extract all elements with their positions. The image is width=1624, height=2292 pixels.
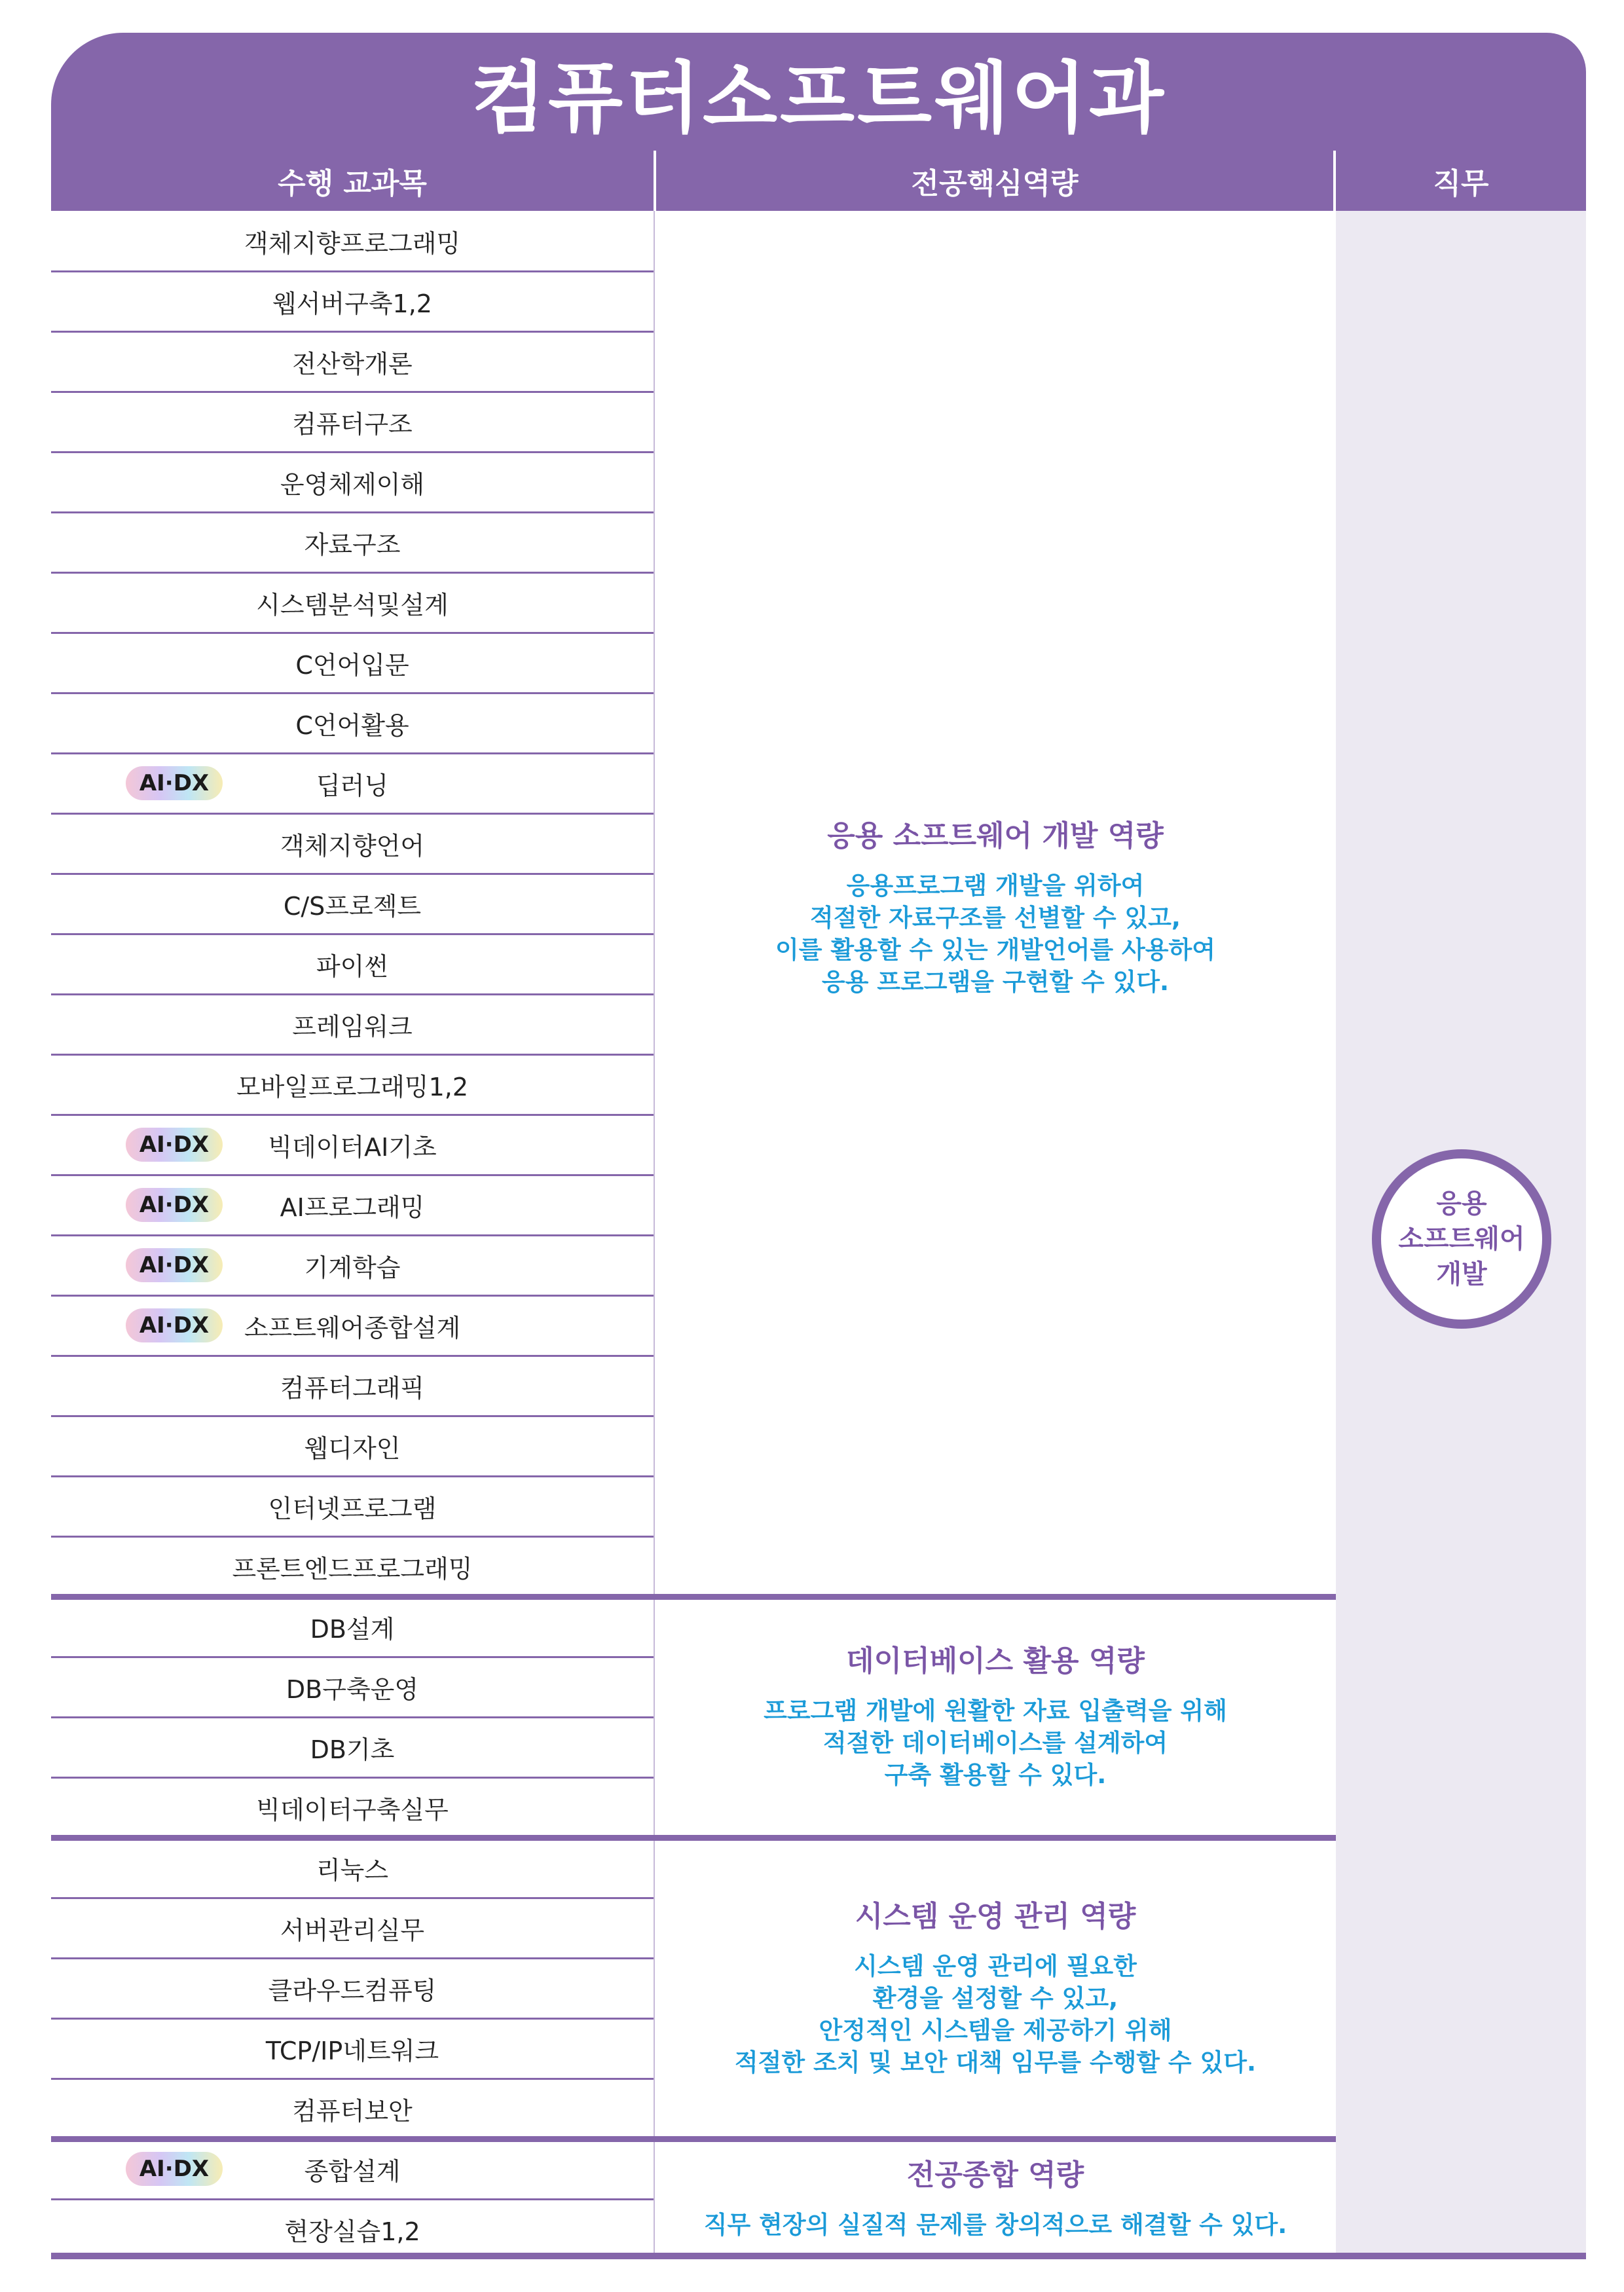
course-row bbox=[51, 1958, 654, 2018]
course-name: 빅데이터AI기초 bbox=[268, 1132, 437, 1162]
course-name: 운영체제이해 bbox=[280, 470, 425, 499]
competency-line: 안정적인 시스템을 제공하기 위해 bbox=[819, 2016, 1172, 2044]
course-row bbox=[51, 1597, 654, 1657]
course-name: 서버관리실무 bbox=[280, 1915, 425, 1945]
course-name: TCP/IP네트워크 bbox=[265, 2036, 439, 2065]
course-row bbox=[51, 1416, 654, 1476]
competency-line: 응용 프로그램을 구현할 수 있다. bbox=[821, 968, 1170, 996]
competency-line: 구축 활용할 수 있다. bbox=[884, 1761, 1107, 1789]
competency-line: 적절한 자료구조를 선별할 수 있고, bbox=[810, 904, 1181, 932]
course-name: DB설계 bbox=[310, 1614, 395, 1644]
job-line: 소프트웨어 bbox=[1398, 1224, 1525, 1254]
course-name: 딥러닝 bbox=[316, 771, 389, 800]
competency-block-system-ops bbox=[655, 1893, 1336, 2079]
course-name: DB구축운영 bbox=[286, 1674, 419, 1704]
ai-dx-badge: AI·DX bbox=[126, 1248, 223, 1282]
course-name: 프론트엔드프로그래밍 bbox=[232, 1554, 473, 1583]
course-name: 컴퓨터그래픽 bbox=[280, 1373, 425, 1403]
ai-dx-badge: AI·DX bbox=[126, 1128, 223, 1162]
competency-block-app-dev bbox=[655, 812, 1336, 998]
course-row bbox=[51, 1054, 654, 1115]
course-row bbox=[51, 1657, 654, 1717]
course-name: 웹디자인 bbox=[304, 1433, 401, 1463]
job-circle bbox=[1372, 1149, 1551, 1329]
course-row bbox=[51, 512, 654, 572]
course-name: 프레임워크 bbox=[292, 1012, 413, 1041]
course-row bbox=[51, 2199, 654, 2259]
job-line: 응용 bbox=[1436, 1189, 1487, 1219]
course-row bbox=[51, 1777, 654, 1838]
course-name: 전산학개론 bbox=[292, 349, 413, 379]
course-name: 리눅스 bbox=[316, 1855, 389, 1885]
course-row bbox=[51, 452, 654, 512]
header-courses: 수행 교과목 bbox=[51, 151, 654, 211]
course-row bbox=[51, 1356, 654, 1416]
course-name: 인터넷프로그램 bbox=[268, 1494, 437, 1523]
course-row bbox=[51, 1536, 654, 1597]
course-name: 객체지향프로그래밍 bbox=[244, 229, 461, 258]
header-competency: 전공핵심역량 bbox=[656, 151, 1333, 211]
competency-line: 응용프로그램 개발을 위하여 bbox=[846, 872, 1145, 900]
course-name: 파이썬 bbox=[316, 952, 389, 981]
course-name: 소프트웨어종합설계 bbox=[244, 1313, 461, 1342]
competency-title: 데이터베이스 활용 역량 bbox=[846, 1644, 1145, 1678]
course-name: DB기초 bbox=[310, 1735, 395, 1764]
course-row bbox=[51, 874, 654, 934]
course-name: 자료구조 bbox=[304, 530, 401, 559]
course-row bbox=[51, 994, 654, 1054]
course-name: 종합설계 bbox=[304, 2156, 401, 2186]
course-row bbox=[51, 2018, 654, 2079]
course-row bbox=[51, 693, 654, 753]
course-row bbox=[51, 1838, 654, 1898]
course-row bbox=[51, 211, 654, 271]
table-bottom-border bbox=[51, 2253, 1586, 2259]
competency-block-comprehensive bbox=[655, 2151, 1336, 2241]
competency-description bbox=[655, 2209, 1336, 2241]
course-name: 클라우드컴퓨팅 bbox=[268, 1976, 437, 2005]
ai-dx-badge: AI·DX bbox=[126, 2152, 223, 2186]
competency-line: 환경을 설정할 수 있고, bbox=[872, 1984, 1118, 2012]
competency-block-database bbox=[655, 1637, 1336, 1791]
competency-line: 적절한 데이터베이스를 설계하여 bbox=[822, 1729, 1168, 1757]
course-name: 기계학습 bbox=[304, 1253, 401, 1282]
course-name: AI프로그래밍 bbox=[280, 1192, 425, 1222]
course-row bbox=[51, 271, 654, 331]
competency-line: 이를 활용할 수 있는 개발언어를 사용하여 bbox=[775, 936, 1216, 964]
competency-description bbox=[655, 1695, 1336, 1791]
course-row bbox=[51, 633, 654, 693]
course-name: C언어활용 bbox=[295, 711, 409, 740]
job-line: 개발 bbox=[1436, 1259, 1487, 1289]
course-name: 빅데이터구축실무 bbox=[256, 1795, 449, 1824]
course-row bbox=[51, 572, 654, 633]
course-row bbox=[51, 813, 654, 874]
course-name: 컴퓨터구조 bbox=[292, 409, 413, 439]
competency-line: 시스템 운영 관리에 필요한 bbox=[854, 1952, 1137, 1980]
ai-dx-badge: AI·DX bbox=[126, 1308, 223, 1342]
course-row bbox=[51, 331, 654, 392]
course-row bbox=[51, 2079, 654, 2139]
competency-line: 적절한 조치 및 보안 대책 임무를 수행할 수 있다. bbox=[734, 2048, 1257, 2077]
course-row bbox=[51, 1898, 654, 1958]
header-job: 직무 bbox=[1336, 151, 1586, 211]
course-name: 현장실습1,2 bbox=[284, 2217, 420, 2246]
course-name: C/S프로젝트 bbox=[283, 891, 422, 921]
course-name: 웹서버구축1,2 bbox=[272, 289, 432, 318]
competency-line: 직무 현장의 실질적 문제를 창의적으로 해결할 수 있다. bbox=[703, 2211, 1287, 2239]
competency-line: 프로그램 개발에 원활한 자료 입출력을 위해 bbox=[764, 1697, 1227, 1725]
competency-title: 전공종합 역량 bbox=[906, 2158, 1084, 2192]
course-name: 컴퓨터보안 bbox=[292, 2096, 413, 2126]
ai-dx-badge: AI·DX bbox=[126, 766, 223, 800]
course-row bbox=[51, 934, 654, 994]
course-row bbox=[51, 1476, 654, 1536]
course-name: C언어입문 bbox=[295, 650, 409, 680]
ai-dx-badge: AI·DX bbox=[126, 1188, 223, 1222]
header-divider bbox=[654, 151, 656, 211]
competency-title: 응용 소프트웨어 개발 역량 bbox=[827, 819, 1164, 853]
course-name: 시스템분석및설계 bbox=[256, 590, 449, 619]
course-row bbox=[51, 1717, 654, 1777]
header-divider bbox=[1333, 151, 1336, 211]
course-name: 모바일프로그래밍1,2 bbox=[236, 1072, 469, 1101]
page-title-bar bbox=[51, 33, 1586, 151]
course-row bbox=[51, 392, 654, 452]
course-name: 객체지향언어 bbox=[280, 831, 425, 860]
competency-description bbox=[655, 870, 1336, 998]
competency-title: 시스템 운영 관리 역량 bbox=[855, 1900, 1136, 1933]
page-title: 컴퓨터소프트웨어과 bbox=[471, 53, 1166, 143]
competency-description bbox=[655, 1950, 1336, 2079]
